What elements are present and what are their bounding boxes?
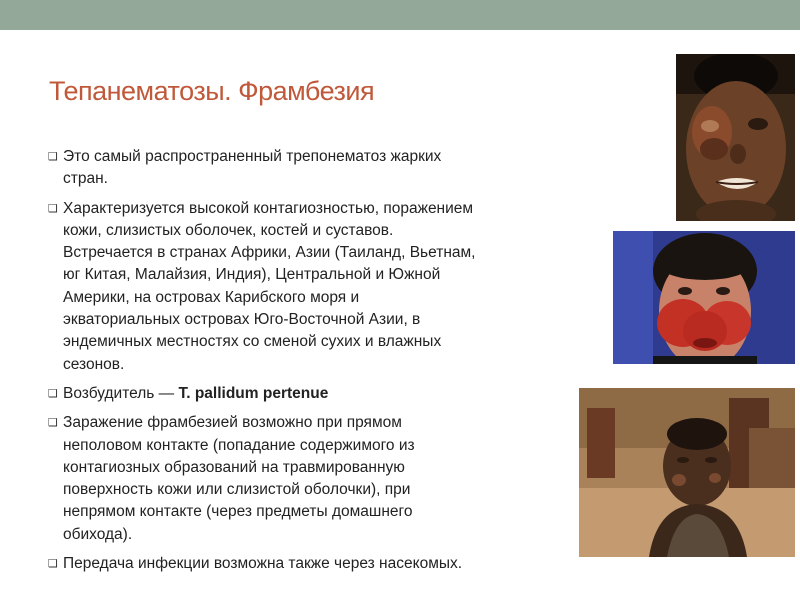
bullet-item (48, 383, 478, 405)
bullet-text: Заражение фрамбезией возможно при прямом неполовом контакте (попадание содержимого из контагиозных образований на травмированную поверхность кожи или слизистой оболочки), при непрямом контакте (через предметы домашнего обихода). (63, 414, 415, 543)
slide-content (48, 146, 478, 600)
patient-photo-2 (613, 231, 795, 364)
bullet-item (48, 198, 478, 376)
checkbox-bullet-icon: ❑ (48, 151, 58, 163)
checkbox-bullet-icon: ❑ (48, 387, 58, 400)
pathogen-name: T. pallidum pertenue (178, 384, 329, 402)
slide-title: Тепанематозы. Фрамбезия (49, 76, 375, 107)
bullet-item (48, 146, 478, 191)
patient-photo-1 (676, 54, 795, 221)
bullet-text: Это самый распространенный трепонематоз жарких стран. (63, 148, 442, 188)
bullet-item (48, 553, 478, 575)
top-band (0, 0, 800, 30)
checkbox-bullet-icon: ❑ (48, 558, 58, 571)
patient-photo-3 (579, 388, 795, 557)
bullet-text: Возбудитель — (63, 384, 179, 402)
bullet-item (48, 412, 478, 546)
bullet-text: Характеризуется высокой контагиозностью, поражением кожи, слизистых оболочек, костей и суставов. Встречается в странах Африки, Азии (Таиланд, Вьетнам, юг Китая, Малайзия, Индия), Центральной и Южной Америки, на островах Карибского моря и экваториальных островах Юго-Восточной Азии, в эндемичных местностях со сменой сухих и влажных сезонов. (63, 199, 476, 373)
checkbox-bullet-icon: ❑ (48, 417, 58, 430)
checkbox-bullet-icon: ❑ (48, 202, 58, 215)
bullet-text: Передача инфекции возможна также через насекомых. (63, 555, 463, 573)
